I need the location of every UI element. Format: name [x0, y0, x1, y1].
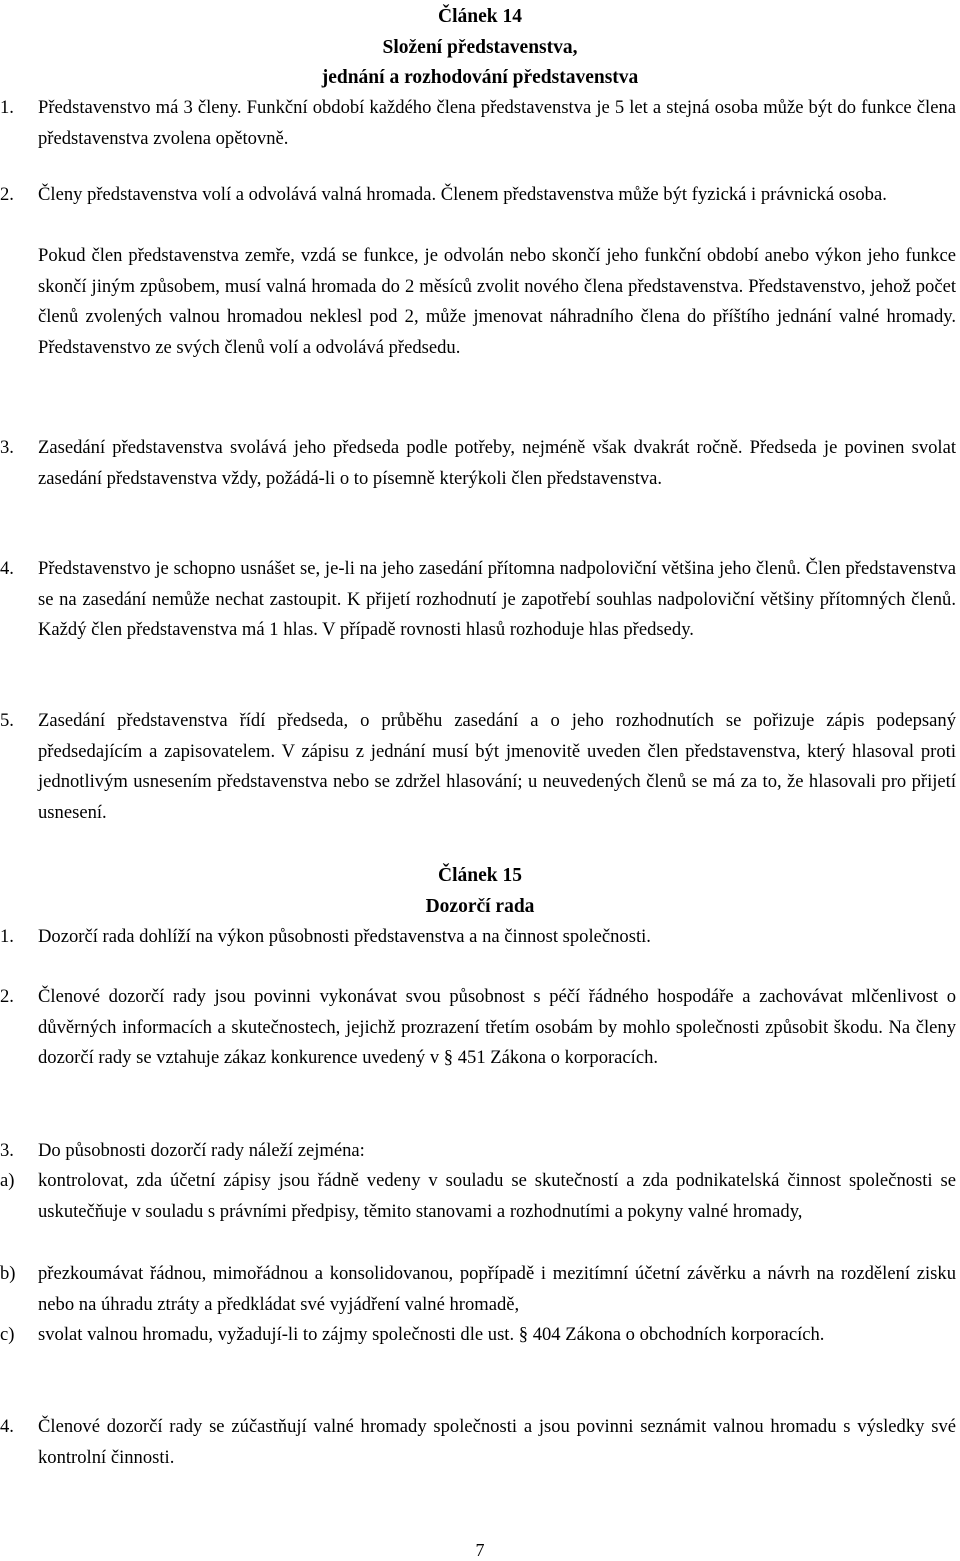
paragraph-number: 4.: [0, 1416, 14, 1437]
article-14-subtitle-line1: Složení představenstva,: [382, 37, 578, 58]
article-15-subtitle: Dozorčí rada: [425, 896, 535, 917]
item-text: svolat valnou hromadu, vyžadují-li to zájmy společnosti dle ust. § 404 Zákona o obchodních korporacích.: [38, 1324, 825, 1345]
paragraph-number: 3.: [0, 437, 14, 458]
article-15-item-c: [0, 1320, 960, 1351]
article-14-title: Článek 14: [438, 6, 522, 27]
page-number: 7: [475, 1540, 485, 1560]
paragraph-number: 1.: [0, 97, 14, 118]
paragraph-text: Členové dozorčí rady jsou povinni vykonávat svou působnost s péčí řádného hospodáře a zachovávat mlčenlivost o důvěrných informacích a skutečnostech, jejichž prozrazení třetím osobám by mohlo společnosti způsobit škodu. Na členy dozorčí rady se vztahuje zákaz konkurence uvedený v § 451 Zákona o korporacích.: [38, 986, 956, 1068]
article-14-paragraph-1: [0, 93, 960, 154]
article-15-paragraph-3: [0, 1136, 960, 1167]
article-15-title: Článek 15: [438, 865, 522, 886]
paragraph-number: 5.: [0, 710, 14, 731]
article-14-paragraph-2-continued: Pokud člen představenstva zemře, vzdá se funkce, je odvolán nebo skončí jeho funkční období anebo výkon jeho funkce skončí jiným způsobem, musí valná hromada do 2 měsíců zvolit nového člena představenstva. Představenstvo, jehož počet členů zvolených valnou hromadou neklesl pod 2, může jmenovat náhradního člena do příštího jednání valné hromady. Představenstvo ze svých členů volí a odvolává předsedu.: [38, 245, 956, 358]
paragraph-number: 4.: [0, 558, 14, 579]
article-14-paragraph-3: [0, 433, 960, 494]
item-text: přezkoumávat řádnou, mimořádnou a konsolidovanou, popřípadě i mezitímní účetní závěrku a návrh na rozdělení zisku nebo na úhradu ztráty a předkládat své vyjádření valné hromadě,: [38, 1263, 956, 1315]
paragraph-text: Zasedání představenstva svolává jeho předseda podle potřeby, nejméně však dvakrát ročně. Předseda je povinen svolat zasedání představenstva vždy, požádá-li o to písemně kterýkoli člen představenstva.: [38, 437, 956, 489]
article-15-paragraph-2: [0, 982, 960, 1074]
paragraph-text: Do působnosti dozorčí rady náleží zejména:: [38, 1140, 365, 1161]
paragraph-text: Zasedání představenstva řídí předseda, o průběhu zasedání a o jeho rozhodnutích se pořizuje zápis podepsaný předsedajícím a zapisovatelem. V zápisu z jednání musí být jmenovitě uveden člen představenstva, který hlasoval proti jednotlivým usnesením představenstva nebo se zdržel hlasování; u neuvedených členů se má za to, že hlasovali pro přijetí usnesení.: [38, 710, 956, 823]
article-14-subtitle-line2: jednání a rozhodování představenstva: [321, 67, 639, 88]
item-letter: b): [0, 1263, 16, 1284]
article-14-paragraph-4: [0, 554, 960, 646]
item-letter: c): [0, 1324, 15, 1345]
paragraph-text: Členy představenstva volí a odvolává valná hromada. Členem představenstva může být fyzická i právnická osoba.: [38, 184, 887, 205]
article-14-paragraph-5: [0, 706, 960, 828]
paragraph-number: 2.: [0, 184, 14, 205]
paragraph-text: Dozorčí rada dohlíží na výkon působnosti představenstva a na činnost společnosti.: [38, 926, 651, 947]
article-15-paragraph-1: [0, 922, 960, 953]
article-14-paragraph-2: [0, 180, 960, 211]
article-15-paragraph-4: [0, 1412, 960, 1473]
paragraph-text: Představenstvo má 3 členy. Funkční období každého člena představenstva je 5 let a stejná osoba může být do funkce člena představenstva zvolena opětovně.: [38, 97, 956, 149]
paragraph-text: Představenstvo je schopno usnášet se, je-li na jeho zasedání přítomna nadpoloviční většina jeho členů. Člen představenstva se na zasedání nemůže nechat zastoupit. K přijetí rozhodnutí je zapotřebí souhlas nadpoloviční většiny přítomných členů. Každý člen představenstva má 1 hlas. V případě rovnosti hlasů rozhoduje hlas předsedy.: [38, 558, 956, 640]
paragraph-number: 3.: [0, 1140, 14, 1161]
article-15-item-a: [0, 1166, 960, 1227]
article-15-item-b: [0, 1259, 960, 1320]
paragraph-number: 1.: [0, 926, 14, 947]
item-text: kontrolovat, zda účetní zápisy jsou řádně vedeny v souladu se skutečností a zda podnikatelská činnost společnosti se uskutečňuje v souladu s právními předpisy, těmito stanovami a rozhodnutími a pokyny valné hromady,: [38, 1170, 956, 1222]
paragraph-text: Členové dozorčí rady se zúčastňují valné hromady společnosti a jsou povinni seznámit valnou hromadu s výsledky své kontrolní činnosti.: [38, 1416, 956, 1468]
item-letter: a): [0, 1170, 15, 1191]
paragraph-number: 2.: [0, 986, 14, 1007]
